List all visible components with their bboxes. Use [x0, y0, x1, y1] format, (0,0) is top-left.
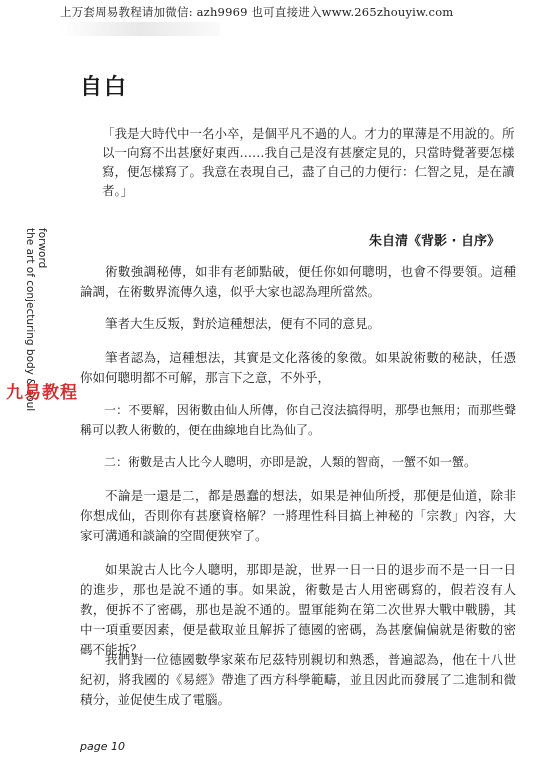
- top-banner: 上万套周易教程请加微信: azh9969 也可直接进入www.265zhouyiw.com: [60, 5, 454, 19]
- paragraph-8: 我們對一位德國數學家萊布尼茲特別親切和熟悉，普遍認為，他在十八世紀初，將我國的《易經》帶進了西方科學範疇，並且因此而發展了二進制和微積分，並促使生成了電腦。: [80, 652, 516, 707]
- page-number: page 10: [80, 740, 125, 753]
- paragraph-1: 術數強調秘傳，如非有老師點破，便任你如何聰明，也會不得要領。這種論調，在術數界流傳久遠，似乎大家也認為理所當然。: [80, 264, 516, 299]
- paragraph-3: 筆者認為，這種想法，其實是文化落後的象徵。如果說術數的秘訣，任憑你如何聰明都不可解，那言下之意，不外乎，: [80, 350, 516, 385]
- paragraph-4: 一：不要解，因術數由仙人所傳，你自己沒法搞得明，那學也無用；而那些聲稱可以教人術數的，便在曲線地自比為仙了。: [80, 403, 516, 437]
- paragraph-6: 不論是一還是二，都是愚蠢的想法，如果是神仙所授，那便是仙道，除非你想成仙，否則你有甚麼資格解？一將理性科目搞上神秘的「宗教」內容，大家可溝通和談論的空間便狹窄了。: [80, 488, 516, 543]
- epigraph-quote: 「我是大時代中一名小卒，是個平凡不過的人。才力的單薄是不用說的。所以一向寫不出甚麼好東西……我自己是沒有甚麼定見的，只當時覺著要怎樣寫，便怎樣寫了。我意在表現自己，盡了自己的力便行：仁智之見，是在讀者。」: [102, 126, 515, 198]
- paragraph-2: 筆者大生反叛，對於這種想法，便有不同的意見。: [105, 316, 381, 331]
- epigraph-source: 朱自清《背影 · 自序》: [369, 234, 500, 249]
- page-title: 自白: [80, 75, 129, 100]
- paragraph-5: 二：術數是古人比今人聰明，亦即是說，人類的智商，一蟹不如一蟹。: [104, 455, 477, 469]
- side-label-line2: the art of conjecturing body & soul: [24, 228, 36, 412]
- watermark-logo: 九易教程: [6, 383, 78, 403]
- scan-smudge: [60, 22, 220, 36]
- paragraph-7: 如果說古人比今人聰明，那即是說，世界一日一日的退步而不是一日一日的進步，那也是說不通的事。如果說，術數是古人用密碼寫的，假若沒有人教，便拆不了密碼，那也是說不通的。盟軍能夠在第二次世界大戰中戰勝，其中一項重要因素，便是截取並且解拆了德國的密碼，為甚麼偏偏就是術數的密碼不能拆？: [80, 562, 516, 657]
- side-label-line1: forword: [36, 228, 48, 269]
